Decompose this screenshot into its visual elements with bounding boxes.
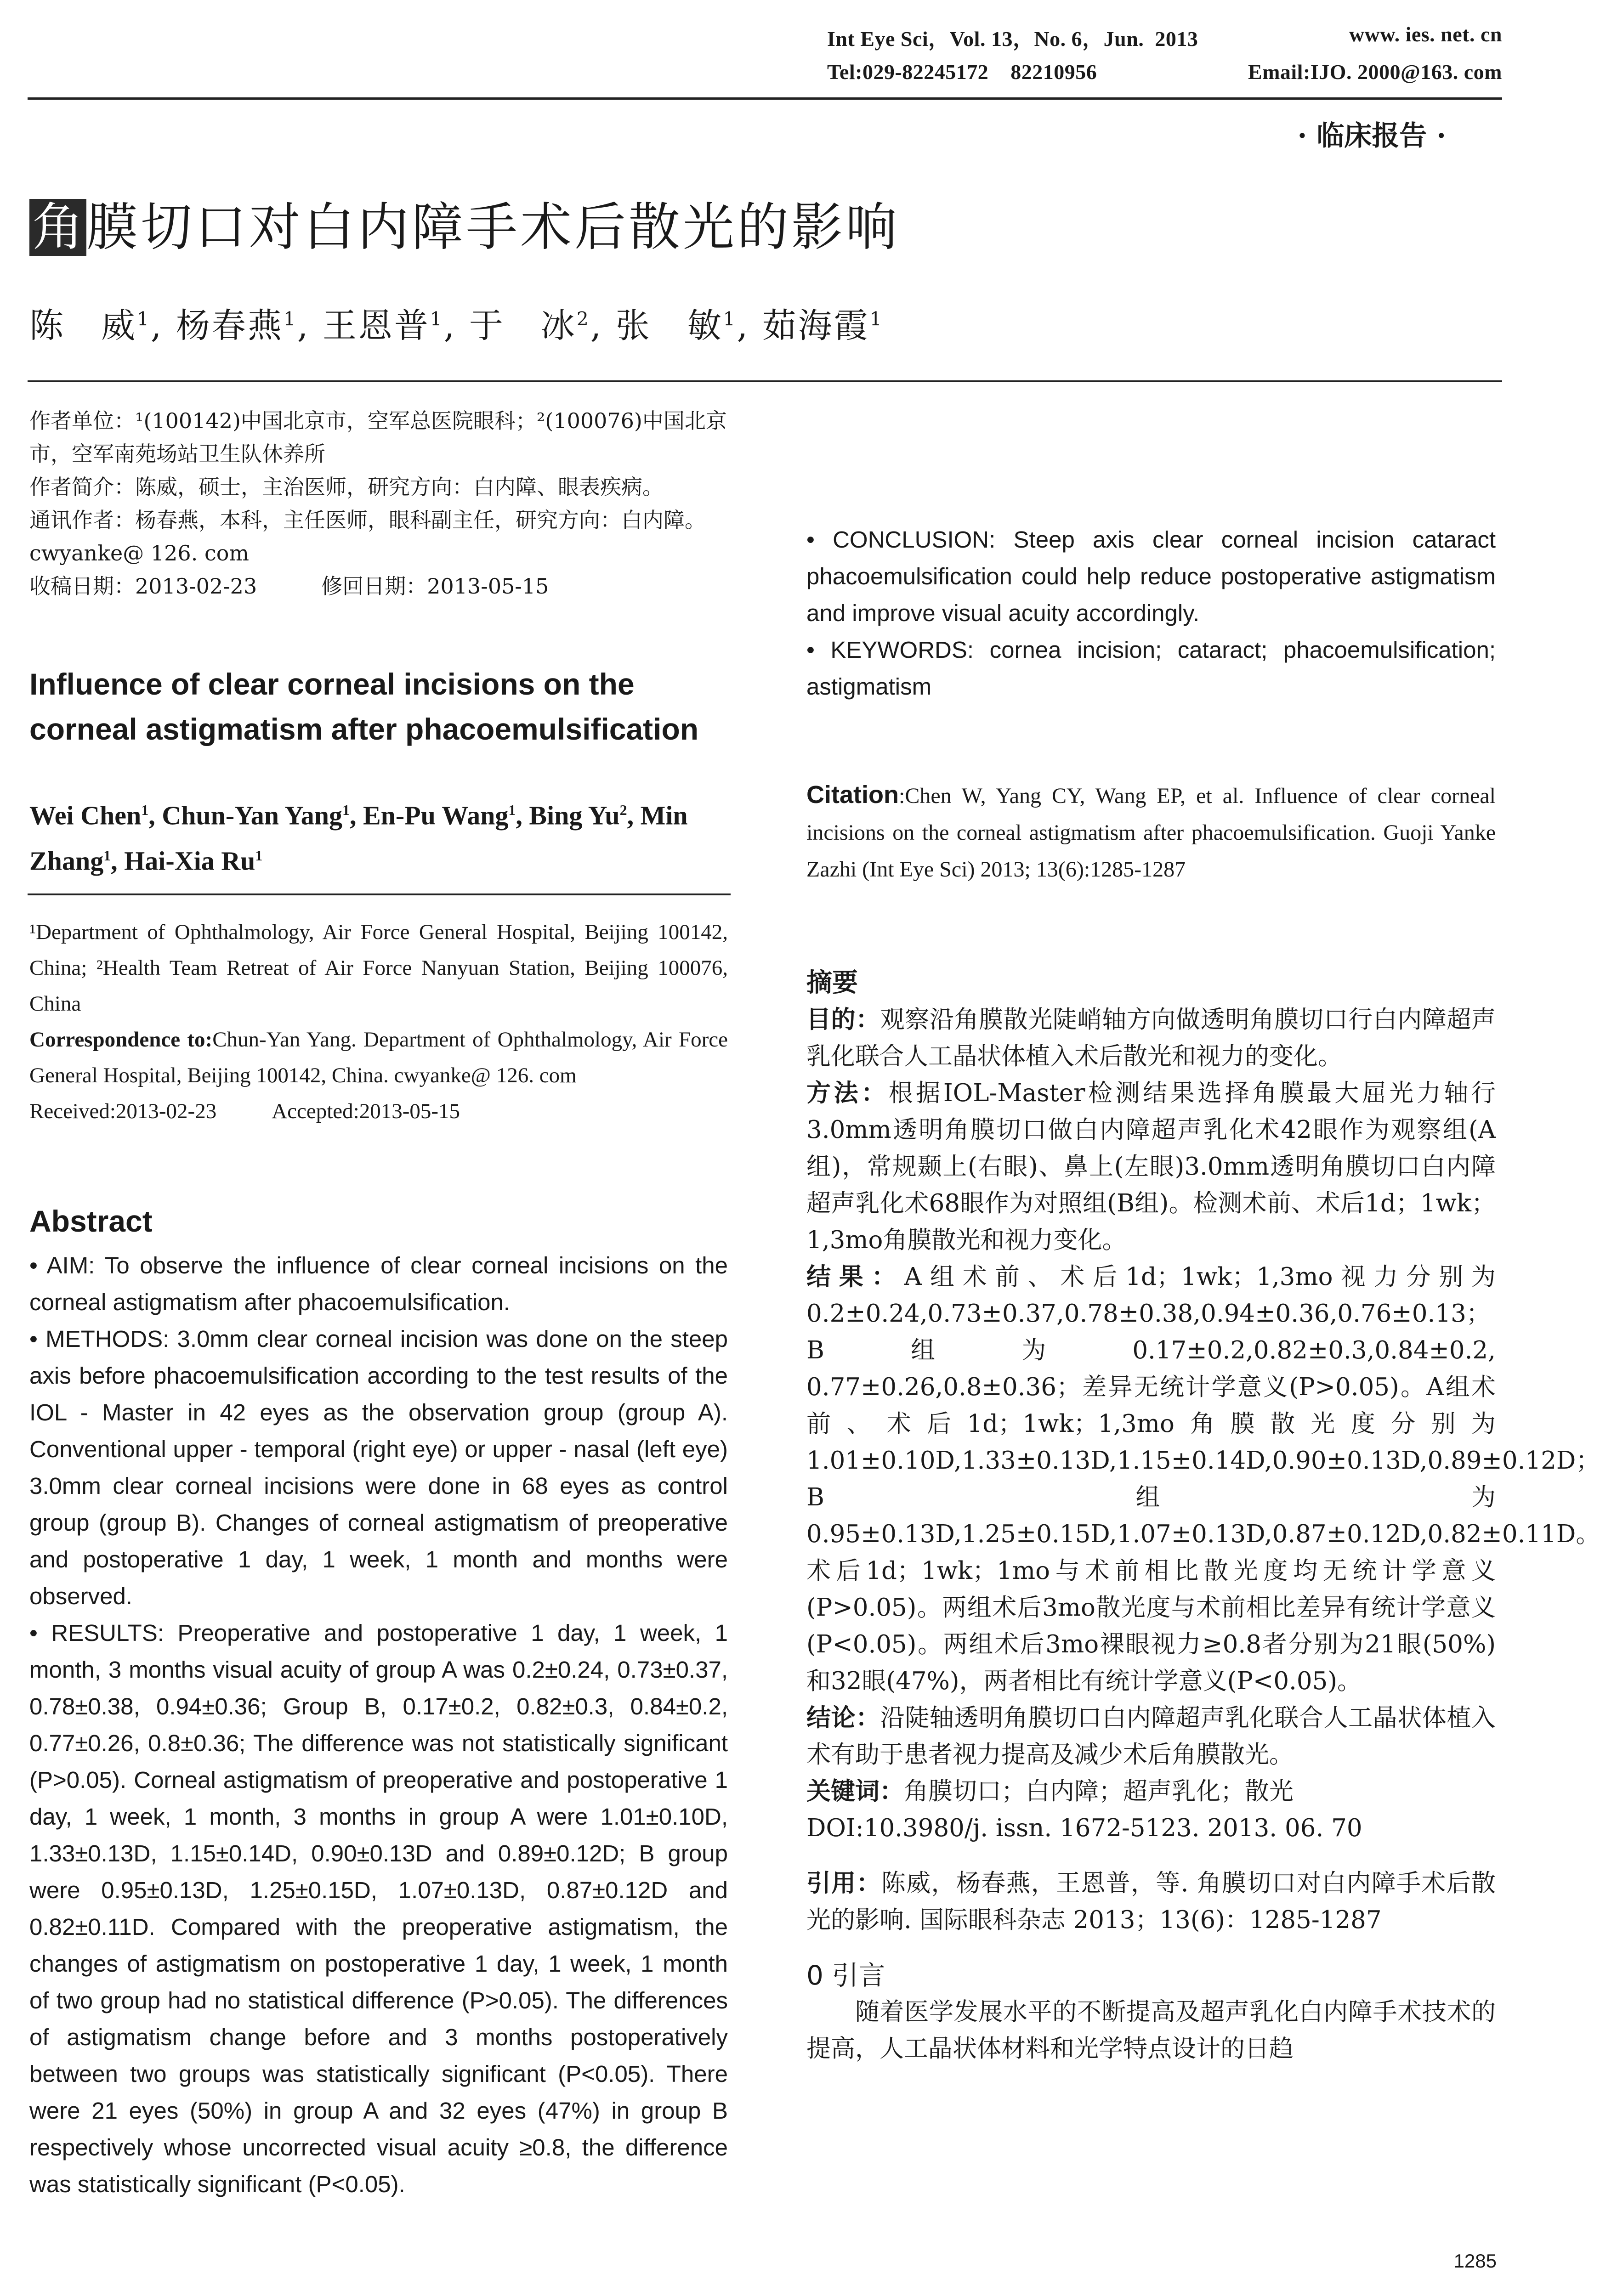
- title-first-char: 角: [29, 199, 86, 256]
- abstract-heading: Abstract: [29, 1204, 153, 1238]
- citation-text: :Chen W, Yang CY, Wang EP, et al. Influence of clear corneal incisions on the corneal astigmatism after phacoemulsification. Guoji Yanke Zazhi (Int Eye Sci) 2013; 13(6):1285-1287: [806, 784, 1496, 882]
- correspondence-label: Correspondence to:: [29, 1028, 213, 1052]
- cn-affiliation: 作者单位：¹(100142)中国北京市，空军总医院眼科；²(100076)中国北京市，空军南苑场站卫生队休养所: [29, 408, 727, 466]
- title-rest: 膜切口对白内障手术后散光的影响: [86, 198, 900, 257]
- intro-text: 随着医学发展水平的不断提高及超声乳化白内障手术技术的提高，人工晶状体材料和光学特点设计的日趋: [806, 1998, 1496, 2063]
- journal-header-line2-left: Tel:029-82245172 82210956: [827, 60, 1097, 84]
- zh-abstract-heading: 摘要: [806, 968, 858, 998]
- page-number: 1285: [1453, 2250, 1497, 2272]
- intro-heading: 0 引言: [806, 1960, 885, 1991]
- author-cn: 陈 威: [29, 306, 137, 345]
- zh-citation: 陈威，杨春燕，王恩普，等. 角膜切口对白内障手术后散光的影响. 国际眼科杂志 2013；13(6)：1285-1287: [806, 1869, 1496, 1934]
- en-received: Received:2013-02-23: [29, 1099, 217, 1123]
- correspondence-text: Chun-Yan Yang. Department of Ophthalmology, Air Force General Hospital, Beijing 100142, China. cwyanke@ 126. com: [29, 1028, 728, 1087]
- author-cn: 张 敏: [615, 306, 723, 345]
- journal-header-line1-left: Int Eye Sci，Vol. 13，No. 6，Jun. 2013: [827, 27, 1198, 51]
- header-rule: [28, 97, 1502, 100]
- zh-methods: 根据IOL-Master检测结果选择角膜最大屈光力轴行3.0mm透明角膜切口做白内障超声乳化术42眼作为观察组(A组)，常规颞上(右眼)、鼻上(左眼)3.0mm透明角膜切口白内障超声乳化术68眼作为对照组(B组)。检测术前、术后1d；1wk；1,3mo角膜散光和视力变化。: [806, 1079, 1496, 1254]
- cn-revised: 修回日期：2013-05-15: [321, 574, 549, 599]
- cn-received: 收稿日期：2013-02-23: [29, 574, 257, 599]
- cn-info-block: [29, 404, 728, 603]
- author-cn: 杨春燕: [176, 306, 284, 345]
- zh-keywords: 角膜切口；白内障；超声乳化；散光: [904, 1777, 1294, 1805]
- author-cn: 于 冰: [469, 306, 577, 345]
- author-cn: 王恩普: [322, 306, 430, 345]
- zh-results: A组术前、术后1d；1wk；1,3mo视力分别为0.2±0.24,0.73±0.37,0.78±0.38,0.94±0.36,0.76±0.13；B组为0.17±0.2,0.82±0.3,0.84±0.2, 0.77±0.26,0.8±0.36；差异无统计学意义(P>0.05)。A组术前、术后1d；1wk；1,3mo角膜散光度分别为1.01±0.10D,1.33±0.13D,1.15±0.14D,0.90±0.13D,0.89±0.12D；B组为0.95±0.13D,1.25±0.15D,1.07±0.13D,0.87±0.12D,0.82±0.11D。术后1d；1wk；1mo与术前相比散光度均无统计学意义(P>0.05)。两组术后3mo散光度与术前相比差异有统计学意义(P<0.05)。两组术后3mo裸眼视力≥0.8者分别为21眼(50%)和32眼(47%)，两者相比有统计学意义(P<0.05)。: [806, 1263, 1600, 1695]
- citation-block: [806, 776, 1496, 888]
- en-affiliation: ¹Department of Ophthalmology, Air Force General Hospital, Beijing 100142, China; ²Health Team Retreat of Air Force Nanyuan Station, Beijing 100076, China: [29, 920, 728, 1016]
- abstract-keywords: • KEYWORDS: cornea incision; cataract; phacoemulsification; astigmatism: [806, 637, 1496, 700]
- journal-header-line2-right: Email:IJO. 2000@163. com: [1248, 60, 1502, 84]
- abstract-aim: • AIM: To observe the influence of clear corneal incisions on the corneal astigmatism after phacoemulsification.: [29, 1252, 728, 1315]
- section-tag: · 临床报告 ·: [1297, 120, 1446, 152]
- abstract-left: [29, 1247, 728, 2203]
- citation-label: Citation: [806, 781, 899, 809]
- title-rule: [28, 380, 1502, 382]
- authors-en: Wei Chen$^1$, Chun-Yan Yang$^1$, En-Pu Wang$^1$, Bing Yu$^2$, Min Zhang$^1$, Hai-Xia Ru$^1$: [29, 800, 688, 876]
- abstract-results: • RESULTS: Preoperative and postoperative 1 day, 1 week, 1 month, 3 months visual acuity of group A was 0.2±0.24, 0.73±0.37, 0.78±0.38, 0.94±0.36; Group B, 0.17±0.2, 0.82±0.3, 0.84±0.2, 0.77±0.26, 0.8±0.36; The difference was not statistically significant (P>0.05). Corneal astigmatism of preoperative and postoperative 1 day, 1 week, 1 month, 3 months in group A were 1.01±0.10D, 1.33±0.13D, 1.15±0.14D, 0.90±0.13D and 0.89±0.12D; B group were 0.95±0.13D, 1.25±0.15D, 1.07±0.13D, 0.87±0.12D and 0.82±0.11D. Compared with the preoperative astigmatism, the changes of astigmatism on postoperative 1 day, 1 week, 1 month of two group had no statistical difference (P>0.05). The differences of astigmatism change before and 3 months postoperatively between two groups was statistically significant (P<0.05). There were 21 eyes (50%) in group A and 32 eyes (47%) in group B respectively whose uncorrected visual acuity ≥0.8, the difference was statistically significant (P<0.05).: [29, 1620, 728, 2197]
- english-title: Influence of clear corneal incisions on the corneal astigmatism after phacoemulsification: [29, 667, 699, 746]
- page-title: [29, 198, 900, 257]
- abstract-methods: • METHODS: 3.0mm clear corneal incision was done on the steep axis before phacoemulsification according to the test results of the IOL - Master in 42 eyes as the observation group (group A). Conventional upper - temporal (right eye) or upper - nasal (left eye) 3.0mm clear corneal incisions were done in 68 eyes as control group (group B). Changes of corneal astigmatism of preoperative and postoperative 1 day, 1 week, 1 month and months were observed.: [29, 1326, 728, 1609]
- cn-correspondence: 通讯作者：杨春燕，本科，主任医师，眼科副主任，研究方向：白内障。cwyanke@ 126. com: [29, 508, 706, 566]
- authors-rule: [28, 894, 731, 895]
- authors-cn: 陈 威$^1$, 杨春燕$^1$, 王恩普$^1$, 于 冰$^2$, 张 敏$^1$, 茹海霞$^1$: [29, 306, 884, 345]
- abstract-right: [806, 521, 1496, 705]
- zh-aim: 观察沿角膜散光陡峭轴方向做透明角膜切口行白内障超声乳化联合人工晶状体植入术后散光和视力的变化。: [806, 1006, 1496, 1070]
- author-cn: 茹海霞: [762, 306, 870, 345]
- cn-bio: 作者简介：陈威，硕士，主治医师，研究方向：白内障、眼表疾病。: [29, 475, 664, 499]
- abstract-conclusion: • CONCLUSION: Steep axis clear corneal incision cataract phacoemulsification could help reduce postoperative astigmatism and improve visual acuity accordingly.: [806, 526, 1496, 626]
- en-accepted: Accepted:2013-05-15: [272, 1099, 460, 1123]
- journal-header-line1-right: www. ies. net. cn: [1349, 23, 1502, 46]
- zh-abstract: 摘要 目的：观察沿角膜散光陡峭轴方向做透明角膜切口行白内障超声乳化联合人工晶状体植入术后散光和视力的变化。 方法：根据IOL-Master检测结果选择角膜最大屈光力轴行3.0mm透明角膜切口做白内障超声乳化术42眼作为观察组(A组)，常规颞上(右眼)、鼻上(左眼)3.0mm透明角膜切口白内障超声乳化术68眼作为对照组(B组)。检测术前、术后1d；1wk；1,3mo角膜散光和视力变化。 结果：A组术前、术后1d；1wk；1,3mo视力分别为0.2±0.24,0.73±0.37,0.78±0.38,0.94±0.36,0.76±0.13；B组为0.17±0.2,0.82±0.3,0.84±0.2, 0.77±0.26,0.8±0.36；差异无统计学意义(P>0.05)。A组术前、术后1d；1wk；1,3mo角膜散光度分别为1.01±0.10D,1.33±0.13D,1.15±0.14D,0.90±0.13D,0.89±0.12D；B组为0.95±0.13D,1.25±0.15D,1.07±0.13D,0.87±0.12D,0.82±0.11D。术后1d；1wk；1mo与术前相比散光度均无统计学意义(P>0.05)。两组术后3mo散光度与术前相比差异有统计学意义(P<0.05)。两组术后3mo裸眼视力≥0.8者分别为21眼(50%)和32眼(47%)，两者相比有统计学意义(P<0.05)。 结论：沿陡轴透明角膜切口白内障超声乳化联合人工晶状体植入术有助于患者视力提高及减少术后角膜散光。 关键词：角膜切口；白内障；超声乳化；散光 DOI:10.3980/j. issn. 1672-5123. 2013. 06. 70 引用：陈威，杨春燕，王恩普，等. 角膜切口对白内障手术后散光的影响. 国际眼科杂志 2013；13(6)：1285-1287 0 引言 随着医学发展水平的不断提高及超声乳化白内障手术技术的提高，人工晶状体材料和光学特点设计的日趋: [806, 965, 1496, 2067]
- en-affiliation-block: [29, 914, 728, 1129]
- zh-conclusion: 沿陡轴透明角膜切口白内障超声乳化联合人工晶状体植入术有助于患者视力提高及减少术后角膜散光。: [806, 1704, 1496, 1769]
- zh-doi: DOI:10.3980/j. issn. 1672-5123. 2013. 06. 70: [806, 1814, 1362, 1842]
